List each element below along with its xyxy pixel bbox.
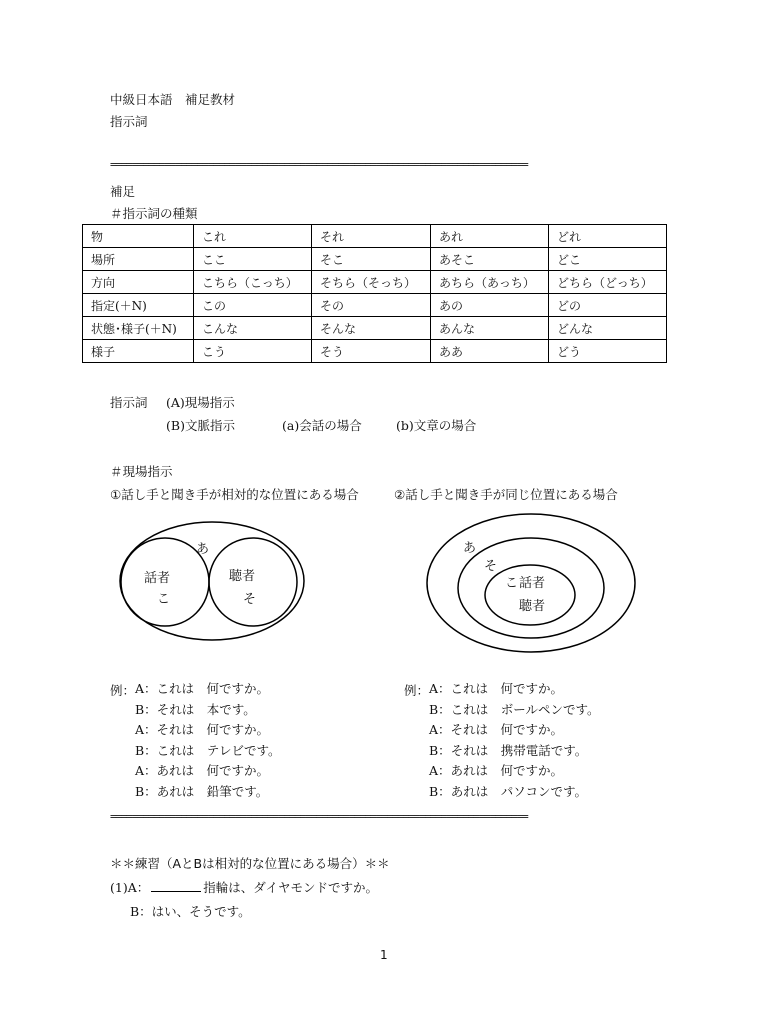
inner-listener-label: 聴者: [519, 599, 546, 614]
table-cell: その: [312, 294, 431, 317]
separator-line: =============================================================================: [110, 810, 528, 823]
dialogue-line: A：それは 何ですか。: [429, 722, 564, 737]
practice-answer-1: B：はい、そうです。: [130, 904, 251, 919]
table-cell: どんな: [549, 317, 667, 340]
table-cell: そう: [312, 340, 431, 363]
table-cell: あれ: [431, 225, 549, 248]
speaker-label: 話者: [144, 571, 171, 586]
example-left-prefix: 例：: [110, 683, 136, 698]
table-cell: あそこ: [431, 248, 549, 271]
listener-label: 聴者: [229, 569, 256, 584]
table-cell: あんな: [431, 317, 549, 340]
row-label-cell: 方向: [83, 271, 194, 294]
table-cell: あちら（あっち）: [431, 271, 549, 294]
table-cell: ここ: [194, 248, 312, 271]
middle-ring-word: そ: [484, 559, 498, 574]
inner-ring-word: こ: [505, 576, 519, 591]
table-cell: これ: [194, 225, 312, 248]
classification-label: 指示詞: [110, 395, 148, 410]
case1-title: ①話し手と聞き手が相対的な位置にある場合: [110, 487, 359, 502]
example-right-prefix: 例：: [404, 683, 430, 698]
dialogue-line: B：あれは パソコンです。: [429, 783, 587, 799]
outer-ring-word: あ: [463, 541, 477, 556]
table-cell: そこ: [312, 248, 431, 271]
dialogue-line: A：これは 何ですか。: [135, 681, 270, 696]
example-right-dialogue: [429, 679, 599, 802]
page-number: 1: [380, 948, 388, 962]
table-cell: こちら（こっち）: [194, 271, 312, 294]
table-cell: どれ: [549, 225, 667, 248]
table-cell: どう: [549, 340, 667, 363]
table-cell: こんな: [194, 317, 312, 340]
answer-blank[interactable]: [151, 880, 201, 892]
dialogue-line: B：あれは 鉛筆です。: [135, 783, 269, 799]
diagram-relative-positions: [120, 522, 304, 640]
listener-word: そ: [243, 592, 257, 607]
dialogue-line: B：これは テレビです。: [135, 742, 281, 758]
dialogue-line: B：それは 本です。: [135, 701, 256, 717]
dialogue-line: A：それは 何ですか。: [135, 722, 270, 737]
table-cell: この: [194, 294, 312, 317]
table-cell: あの: [431, 294, 549, 317]
diagram-same-position: [427, 514, 635, 652]
supplement-title: 補足: [110, 184, 136, 199]
inner-ring: [485, 565, 575, 625]
table-cell: こう: [194, 340, 312, 363]
table-cell: それ: [312, 225, 431, 248]
course-title: 中級日本語 補足教材: [110, 92, 236, 107]
speaker-word: こ: [157, 592, 171, 607]
case2-title: ②話し手と聞き手が同じ位置にある場合: [394, 487, 618, 502]
table-cell: ああ: [431, 340, 549, 363]
topic-title: 指示詞: [110, 114, 148, 129]
table-cell: どちら（どっち）: [549, 271, 667, 294]
classification-b-a: (a)会話の場合: [282, 418, 362, 433]
dialogue-line: A：あれは 何ですか。: [135, 763, 270, 778]
practice-question-1: (1)A： 指輪は、ダイヤモンドですか。: [110, 880, 378, 895]
table-cell: どこ: [549, 248, 667, 271]
row-label-cell: 物: [83, 225, 194, 248]
classification-a: (A)現場指示: [166, 395, 235, 410]
row-label-cell: 様子: [83, 340, 194, 363]
row-label-cell: 場所: [83, 248, 194, 271]
table-cell: どの: [549, 294, 667, 317]
separator-line: =============================================================================: [110, 158, 528, 171]
inner-speaker-label: 話者: [519, 576, 546, 591]
table-cell: そんな: [312, 317, 431, 340]
classification-b: (B)文脈指示: [166, 418, 235, 433]
table-cell: そちら（そっち）: [312, 271, 431, 294]
dialogue-line: B：それは 携帯電話です。: [429, 742, 588, 758]
outer-area-word: あ: [196, 542, 210, 557]
example-left-dialogue: [135, 679, 280, 802]
dialogue-line: B：これは ボールペンです。: [429, 701, 600, 717]
genba-heading: ＃現場指示: [110, 464, 173, 479]
classification-b-b: (b)文章の場合: [396, 418, 477, 433]
dialogue-line: A：あれは 何ですか。: [429, 763, 564, 778]
row-label-cell: 指定(＋N): [83, 294, 194, 317]
types-heading: ＃指示詞の種類: [110, 206, 198, 221]
dialogue-line: A：これは 何ですか。: [429, 681, 564, 696]
row-label-cell: 状態･様子(＋N): [83, 317, 194, 340]
practice-heading: ＊＊練習（AとBは相対的な位置にある場合）＊＊: [110, 856, 390, 871]
